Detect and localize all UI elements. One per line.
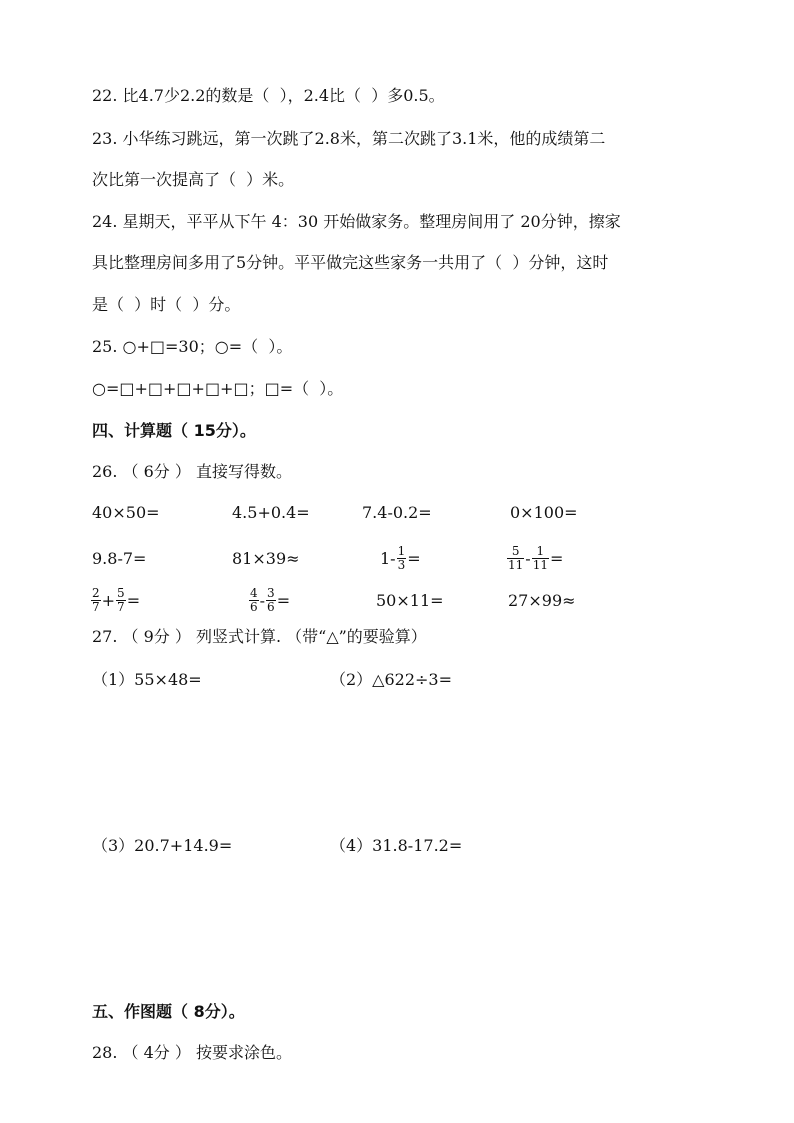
question-23-line-1: 23. 小华练习跳远，第一次跳了2.8米，第二次跳了3.1米，他的成绩第二 bbox=[92, 129, 606, 148]
calc-item: 40×50= bbox=[92, 503, 160, 522]
question-27: 27. （ 9分 ） 列竖式计算. （带“△”的要验算） bbox=[92, 627, 427, 646]
fraction-denominator: 7 bbox=[117, 599, 125, 614]
calc-text: 1- bbox=[380, 548, 396, 568]
question-26: 26. （ 6分 ） 直接写得数。 bbox=[92, 462, 292, 481]
calc-text: 81×39≈ bbox=[232, 548, 300, 568]
calc-text: = bbox=[126, 590, 141, 610]
fraction-numerator: 5 bbox=[117, 585, 125, 600]
fraction-numerator: 4 bbox=[250, 585, 258, 600]
calc-operator: + bbox=[101, 590, 116, 610]
fraction-denominator: 7 bbox=[92, 599, 100, 614]
fraction-denominator: 3 bbox=[397, 557, 406, 572]
fraction bbox=[397, 545, 407, 572]
fraction-denominator: 11 bbox=[532, 557, 548, 572]
calc-item: 0×100= bbox=[510, 503, 578, 522]
calc-item bbox=[90, 580, 140, 620]
question-24-line-2: 具比整理房间多用了5分钟。平平做完这些家务一共用了（ ）分钟，这时 bbox=[92, 253, 609, 272]
fraction bbox=[266, 587, 276, 614]
calc-item bbox=[506, 538, 563, 578]
calc-item: 4.5+0.4= bbox=[232, 503, 310, 522]
question-24-line-1: 24. 星期天，平平从下午 4：30 开始做家务。整理房间用了 20分钟，擦家 bbox=[92, 212, 621, 231]
fraction bbox=[116, 587, 126, 614]
vertical-calc-2: （2）△622÷3= bbox=[330, 670, 453, 689]
question-23-line-2: 次比第一次提高了（ ）米。 bbox=[92, 170, 295, 189]
fraction bbox=[507, 545, 524, 572]
fraction-denominator: 6 bbox=[250, 599, 258, 614]
calc-operator: - bbox=[259, 590, 266, 610]
vertical-calc-1: （1）55×48= bbox=[92, 670, 202, 689]
question-22: 22. 比4.7少2.2的数是（ ），2.4比（ ）多0.5。 bbox=[92, 86, 445, 105]
calc-item bbox=[232, 538, 300, 578]
calc-text: = bbox=[276, 590, 291, 610]
calc-item bbox=[92, 538, 146, 578]
calc-item bbox=[380, 538, 421, 578]
question-25-line-2: ○=□+□+□+□+□；□=（ ）。 bbox=[92, 379, 344, 398]
section-4-heading: 四、计算题（ 15分）。 bbox=[92, 421, 256, 440]
section-5-heading: 五、作图题（ 8分）。 bbox=[92, 1002, 245, 1021]
calc-text: = bbox=[407, 548, 421, 568]
fraction-denominator: 6 bbox=[267, 599, 275, 614]
question-25-line-1: 25. ○+□=30；○=（ ）。 bbox=[92, 337, 293, 356]
question-28: 28. （ 4分 ） 按要求涂色。 bbox=[92, 1043, 292, 1062]
calc-text: = bbox=[549, 548, 564, 568]
fraction-numerator: 5 bbox=[507, 545, 524, 559]
calc-item: 50×11= bbox=[376, 591, 444, 610]
vertical-calc-3: （3）20.7+14.9= bbox=[92, 836, 233, 855]
calc-operator: - bbox=[525, 548, 531, 568]
calc-item: 7.4-0.2= bbox=[362, 503, 432, 522]
fraction-numerator: 1 bbox=[532, 545, 549, 559]
fraction-denominator: 11 bbox=[508, 557, 524, 572]
fraction bbox=[91, 587, 101, 614]
fraction bbox=[532, 545, 549, 572]
calc-item bbox=[248, 580, 290, 620]
fraction bbox=[249, 587, 259, 614]
fraction-numerator: 2 bbox=[92, 585, 100, 600]
vertical-calc-4: （4）31.8-17.2= bbox=[330, 836, 463, 855]
fraction-numerator: 3 bbox=[267, 585, 275, 600]
question-24-line-3: 是（ ）时（ ）分。 bbox=[92, 295, 241, 314]
calc-text: 9.8-7= bbox=[92, 548, 147, 568]
fraction-numerator: 1 bbox=[397, 543, 406, 558]
calc-item: 27×99≈ bbox=[508, 591, 576, 610]
